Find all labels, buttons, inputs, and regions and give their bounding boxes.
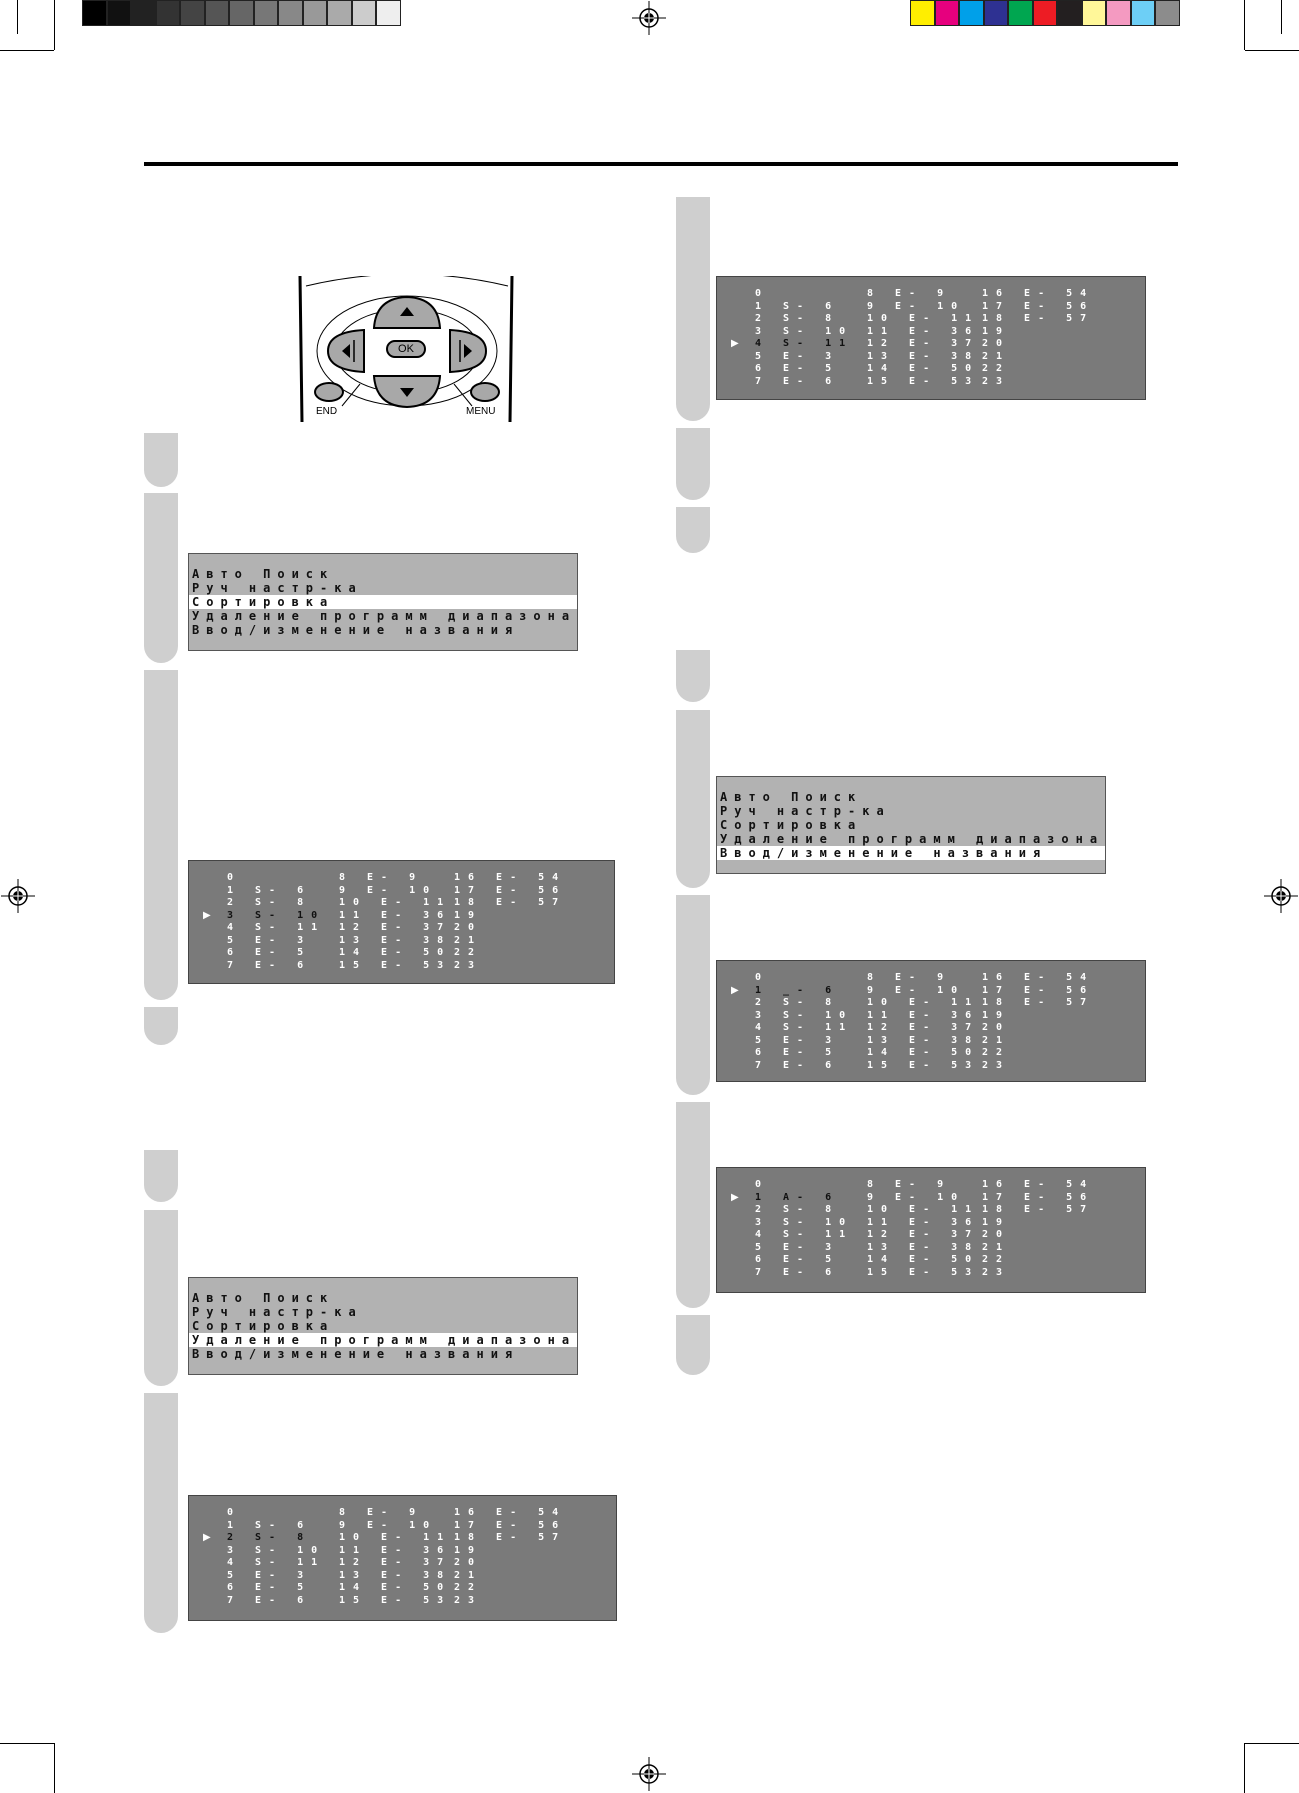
channel-entry: 0 bbox=[755, 288, 770, 299]
greyscale-swatch bbox=[82, 0, 107, 26]
registration-mark-left-icon bbox=[1, 879, 35, 913]
channel-entry: 2 S- 8 bbox=[227, 1532, 312, 1543]
channel-column bbox=[454, 1507, 566, 1607]
channel-entry: 1 S- 6 bbox=[227, 884, 312, 896]
channel-entry: 10 E- 11 bbox=[867, 997, 980, 1008]
channel-entry: 9 E- 10 bbox=[867, 984, 966, 996]
channel-entry: 17 E- 56 bbox=[982, 984, 1095, 996]
channel-entry: 18 E- 57 bbox=[454, 1532, 567, 1543]
crop-mark-tl-h bbox=[0, 50, 54, 51]
crop-mark-tl-v bbox=[54, 0, 55, 50]
channel-entry: 20 bbox=[454, 922, 483, 933]
channel-entry: 10 E- 11 bbox=[339, 897, 452, 908]
channel-entry: 10 E- 11 bbox=[867, 1204, 980, 1215]
channel-column bbox=[867, 1179, 979, 1279]
channel-entry: 21 bbox=[982, 350, 1011, 362]
channel-entry: 23 bbox=[982, 375, 1011, 387]
selection-cursor-icon: ▶ bbox=[731, 1191, 739, 1203]
channel-entry: 15 E- 53 bbox=[867, 1059, 980, 1071]
channel-entry: 12 E- 37 bbox=[867, 1229, 980, 1240]
channel-entry: 6 E- 5 bbox=[755, 1047, 840, 1058]
end-button[interactable] bbox=[314, 382, 344, 402]
channel-entry: 8 E- 9 bbox=[339, 1507, 424, 1518]
channel-entry: 9 E- 10 bbox=[867, 1191, 966, 1203]
channel-entry: 22 bbox=[982, 363, 1011, 374]
channel-entry: 15 E- 53 bbox=[867, 1266, 980, 1278]
step-tab bbox=[676, 710, 710, 888]
channel-entry: 23 bbox=[454, 1594, 483, 1606]
channel-entry: 19 bbox=[454, 1544, 483, 1556]
step-tab bbox=[676, 1102, 710, 1308]
channel-entry: 23 bbox=[982, 1266, 1011, 1278]
arrow-down-icon[interactable] bbox=[368, 372, 446, 410]
channel-entry: 3 S- 10 bbox=[227, 909, 326, 921]
arrow-right-icon[interactable] bbox=[446, 326, 490, 376]
channel-table bbox=[188, 860, 615, 984]
channel-column bbox=[755, 288, 853, 388]
channel-entry: 16 E- 54 bbox=[454, 1507, 567, 1518]
channel-entry: 3 S- 10 bbox=[227, 1544, 326, 1556]
step-tab bbox=[144, 1210, 178, 1386]
step-tab bbox=[144, 433, 178, 487]
channel-entry: 2 S- 8 bbox=[755, 313, 840, 324]
channel-entry: 21 bbox=[982, 1034, 1011, 1046]
channel-entry: 4 S- 11 bbox=[227, 922, 326, 933]
step-tab bbox=[144, 493, 178, 663]
channel-entry: 11 E- 36 bbox=[867, 325, 980, 337]
channel-entry: 1 S- 6 bbox=[227, 1519, 312, 1531]
channel-entry: 19 bbox=[454, 909, 483, 921]
channel-entry: 15 E- 53 bbox=[339, 959, 452, 971]
channel-column bbox=[982, 1179, 1094, 1279]
channel-entry: 0 bbox=[227, 1507, 242, 1518]
osd-menu bbox=[188, 553, 578, 651]
channel-entry: 20 bbox=[982, 1229, 1011, 1240]
channel-column bbox=[454, 872, 566, 972]
channel-entry: 17 E- 56 bbox=[982, 300, 1095, 312]
menu-item[interactable]: Сортировка bbox=[720, 818, 863, 832]
channel-entry: 18 E- 57 bbox=[982, 313, 1095, 324]
channel-entry: 4 S- 11 bbox=[227, 1557, 326, 1568]
channel-entry: 14 E- 50 bbox=[867, 363, 980, 374]
channel-entry: 14 E- 50 bbox=[339, 1582, 452, 1593]
channel-entry: 13 E- 38 bbox=[867, 1034, 980, 1046]
channel-entry: 6 E- 5 bbox=[755, 1254, 840, 1265]
channel-entry: 11 E- 36 bbox=[867, 1216, 980, 1228]
step-tab bbox=[676, 197, 710, 421]
channel-column bbox=[982, 288, 1094, 388]
channel-entry: 5 E- 3 bbox=[227, 934, 312, 946]
menu-item[interactable]: Ввод/изменение названия bbox=[717, 846, 1105, 860]
crop-mark-tl-v2 bbox=[17, 0, 18, 34]
channel-entry: 20 bbox=[454, 1557, 483, 1568]
channel-entry: 0 bbox=[227, 872, 242, 883]
channel-entry: 9 E- 10 bbox=[867, 300, 966, 312]
channel-entry: 17 E- 56 bbox=[454, 884, 567, 896]
channel-entry: 12 E- 37 bbox=[867, 1022, 980, 1033]
end-button-label: END bbox=[316, 406, 338, 417]
channel-entry: 15 E- 53 bbox=[867, 375, 980, 387]
step-tab bbox=[676, 507, 710, 553]
selection-cursor-icon: ▶ bbox=[203, 909, 211, 921]
channel-column bbox=[227, 872, 325, 972]
left-column bbox=[144, 0, 644, 1793]
osd-menu bbox=[716, 776, 1106, 874]
step-tab bbox=[676, 1315, 710, 1375]
channel-entry: 8 E- 9 bbox=[867, 288, 952, 299]
channel-entry: 20 bbox=[982, 338, 1011, 349]
greyscale-swatch bbox=[107, 0, 132, 26]
channel-entry: 23 bbox=[982, 1059, 1011, 1071]
channel-entry: 16 E- 54 bbox=[982, 972, 1095, 983]
channel-entry: 8 E- 9 bbox=[339, 872, 424, 883]
channel-table bbox=[716, 1167, 1146, 1293]
menu-item[interactable]: Авто Поиск bbox=[720, 790, 863, 804]
channel-entry: 18 E- 57 bbox=[982, 997, 1095, 1008]
channel-entry: 18 E- 57 bbox=[454, 897, 567, 908]
menu-button-label: MENU bbox=[466, 406, 496, 417]
crop-mark-bl-v bbox=[54, 1743, 55, 1793]
selection-cursor-icon: ▶ bbox=[731, 338, 739, 349]
channel-entry: 7 E- 6 bbox=[755, 1059, 840, 1071]
channel-entry: 16 E- 54 bbox=[982, 1179, 1095, 1190]
channel-entry: 6 E- 5 bbox=[227, 947, 312, 958]
channel-entry: 7 E- 6 bbox=[755, 1266, 840, 1278]
channel-entry: 7 E- 6 bbox=[227, 1594, 312, 1606]
channel-table bbox=[716, 960, 1146, 1082]
osd-menu bbox=[188, 1277, 578, 1375]
menu-item[interactable]: Удаление программ диапазона bbox=[192, 609, 577, 623]
channel-entry: 22 bbox=[454, 947, 483, 958]
channel-entry: 8 E- 9 bbox=[867, 972, 952, 983]
step-tab bbox=[676, 895, 710, 1095]
channel-column bbox=[755, 972, 853, 1072]
channel-entry: 8 E- 9 bbox=[867, 1179, 952, 1190]
channel-entry: 3 S- 10 bbox=[755, 325, 854, 337]
channel-entry: 13 E- 38 bbox=[339, 934, 452, 946]
channel-entry: 11 E- 36 bbox=[867, 1009, 980, 1021]
channel-entry: 13 E- 38 bbox=[339, 1569, 452, 1581]
remote-illustration bbox=[296, 276, 518, 422]
channel-entry: 14 E- 50 bbox=[867, 1254, 980, 1265]
channel-column bbox=[227, 1507, 325, 1607]
channel-column bbox=[982, 972, 1094, 1072]
channel-entry: 16 E- 54 bbox=[454, 872, 567, 883]
crop-mark-br-h bbox=[1245, 1743, 1299, 1744]
channel-entry: 12 E- 37 bbox=[867, 338, 980, 349]
channel-entry: 19 bbox=[982, 1009, 1011, 1021]
channel-entry: 13 E- 38 bbox=[867, 1241, 980, 1253]
arrow-left-icon[interactable] bbox=[324, 326, 368, 376]
channel-entry: 4 S- 11 bbox=[755, 1022, 854, 1033]
channel-entry: 5 E- 3 bbox=[755, 350, 840, 362]
channel-entry: 10 E- 11 bbox=[867, 313, 980, 324]
channel-entry: 22 bbox=[454, 1582, 483, 1593]
step-tab bbox=[144, 670, 178, 1000]
menu-item[interactable]: Авто Поиск bbox=[192, 567, 335, 581]
right-column bbox=[676, 0, 1196, 1793]
selection-cursor-icon: ▶ bbox=[203, 1532, 211, 1543]
selection-cursor-icon: ▶ bbox=[731, 984, 739, 996]
channel-column bbox=[339, 1507, 451, 1607]
channel-column bbox=[867, 288, 979, 388]
channel-entry: 13 E- 38 bbox=[867, 350, 980, 362]
channel-entry: 22 bbox=[982, 1254, 1011, 1265]
channel-entry: 19 bbox=[982, 1216, 1011, 1228]
channel-entry: 6 E- 5 bbox=[227, 1582, 312, 1593]
menu-item[interactable]: Сортировка bbox=[192, 1319, 335, 1333]
channel-entry: 0 bbox=[755, 1179, 770, 1190]
channel-column bbox=[755, 1179, 853, 1279]
step-tab bbox=[676, 650, 710, 702]
channel-entry: 14 E- 50 bbox=[339, 947, 452, 958]
channel-entry: 2 S- 8 bbox=[755, 997, 840, 1008]
channel-column bbox=[339, 872, 451, 972]
menu-item[interactable]: Ввод/изменение названия bbox=[192, 623, 520, 637]
ok-button-label: OK bbox=[398, 343, 414, 355]
channel-entry: 9 E- 10 bbox=[339, 884, 438, 896]
channel-table bbox=[188, 1495, 617, 1621]
channel-entry: 7 E- 6 bbox=[755, 375, 840, 387]
channel-entry: 5 E- 3 bbox=[227, 1569, 312, 1581]
crop-mark-br-v bbox=[1244, 1743, 1245, 1793]
channel-entry: 1 A- 6 bbox=[755, 1191, 840, 1203]
channel-entry: 7 E- 6 bbox=[227, 959, 312, 971]
channel-entry: 21 bbox=[982, 1241, 1011, 1253]
menu-item[interactable]: Авто Поиск bbox=[192, 1291, 335, 1305]
channel-entry: 17 E- 56 bbox=[982, 1191, 1095, 1203]
menu-item[interactable]: Ввод/изменение названия bbox=[192, 1347, 520, 1361]
channel-table bbox=[716, 276, 1146, 400]
menu-item[interactable]: Сортировка bbox=[189, 595, 577, 609]
crop-mark-tr-v2 bbox=[1281, 0, 1282, 34]
channel-entry: 2 S- 8 bbox=[755, 1204, 840, 1215]
step-tab bbox=[144, 1393, 178, 1633]
channel-entry: 1 _- 6 bbox=[755, 984, 840, 996]
channel-entry: 9 E- 10 bbox=[339, 1519, 438, 1531]
arrow-up-icon[interactable] bbox=[368, 294, 446, 332]
channel-entry: 3 S- 10 bbox=[755, 1009, 854, 1021]
step-tab bbox=[676, 428, 710, 500]
channel-entry: 22 bbox=[982, 1047, 1011, 1058]
channel-entry: 2 S- 8 bbox=[227, 897, 312, 908]
channel-entry: 19 bbox=[982, 325, 1011, 337]
menu-item[interactable]: Удаление программ диапазона bbox=[189, 1333, 577, 1347]
menu-item[interactable]: Руч настр-ка bbox=[192, 581, 363, 595]
channel-entry: 14 E- 50 bbox=[867, 1047, 980, 1058]
crop-mark-tr-h bbox=[1245, 50, 1299, 51]
step-tab bbox=[144, 1150, 178, 1202]
channel-entry: 11 E- 36 bbox=[339, 909, 452, 921]
channel-entry: 20 bbox=[982, 1022, 1011, 1033]
channel-entry: 4 S- 11 bbox=[755, 1229, 854, 1240]
channel-entry: 6 E- 5 bbox=[755, 363, 840, 374]
channel-entry: 12 E- 37 bbox=[339, 922, 452, 933]
channel-entry: 4 S- 11 bbox=[755, 338, 854, 349]
channel-entry: 23 bbox=[454, 959, 483, 971]
channel-entry: 3 S- 10 bbox=[755, 1216, 854, 1228]
menu-item[interactable]: Руч настр-ка bbox=[720, 804, 891, 818]
registration-mark-right-icon bbox=[1264, 879, 1298, 913]
channel-entry: 10 E- 11 bbox=[339, 1532, 452, 1543]
menu-item[interactable]: Руч настр-ка bbox=[192, 1305, 363, 1319]
channel-entry: 5 E- 3 bbox=[755, 1034, 840, 1046]
channel-column bbox=[867, 972, 979, 1072]
channel-entry: 5 E- 3 bbox=[755, 1241, 840, 1253]
channel-entry: 21 bbox=[454, 934, 483, 946]
ok-button[interactable] bbox=[386, 340, 426, 358]
channel-entry: 12 E- 37 bbox=[339, 1557, 452, 1568]
menu-item[interactable]: Удаление программ диапазона bbox=[720, 832, 1105, 846]
channel-entry: 15 E- 53 bbox=[339, 1594, 452, 1606]
step-tab bbox=[144, 1007, 178, 1045]
channel-entry: 16 E- 54 bbox=[982, 288, 1095, 299]
channel-entry: 0 bbox=[755, 972, 770, 983]
crop-mark-tr-v bbox=[1244, 0, 1245, 50]
channel-entry: 18 E- 57 bbox=[982, 1204, 1095, 1215]
channel-entry: 11 E- 36 bbox=[339, 1544, 452, 1556]
channel-entry: 1 S- 6 bbox=[755, 300, 840, 312]
channel-entry: 17 E- 56 bbox=[454, 1519, 567, 1531]
menu-button[interactable] bbox=[470, 382, 500, 402]
channel-entry: 21 bbox=[454, 1569, 483, 1581]
crop-mark-bl-h bbox=[0, 1743, 54, 1744]
